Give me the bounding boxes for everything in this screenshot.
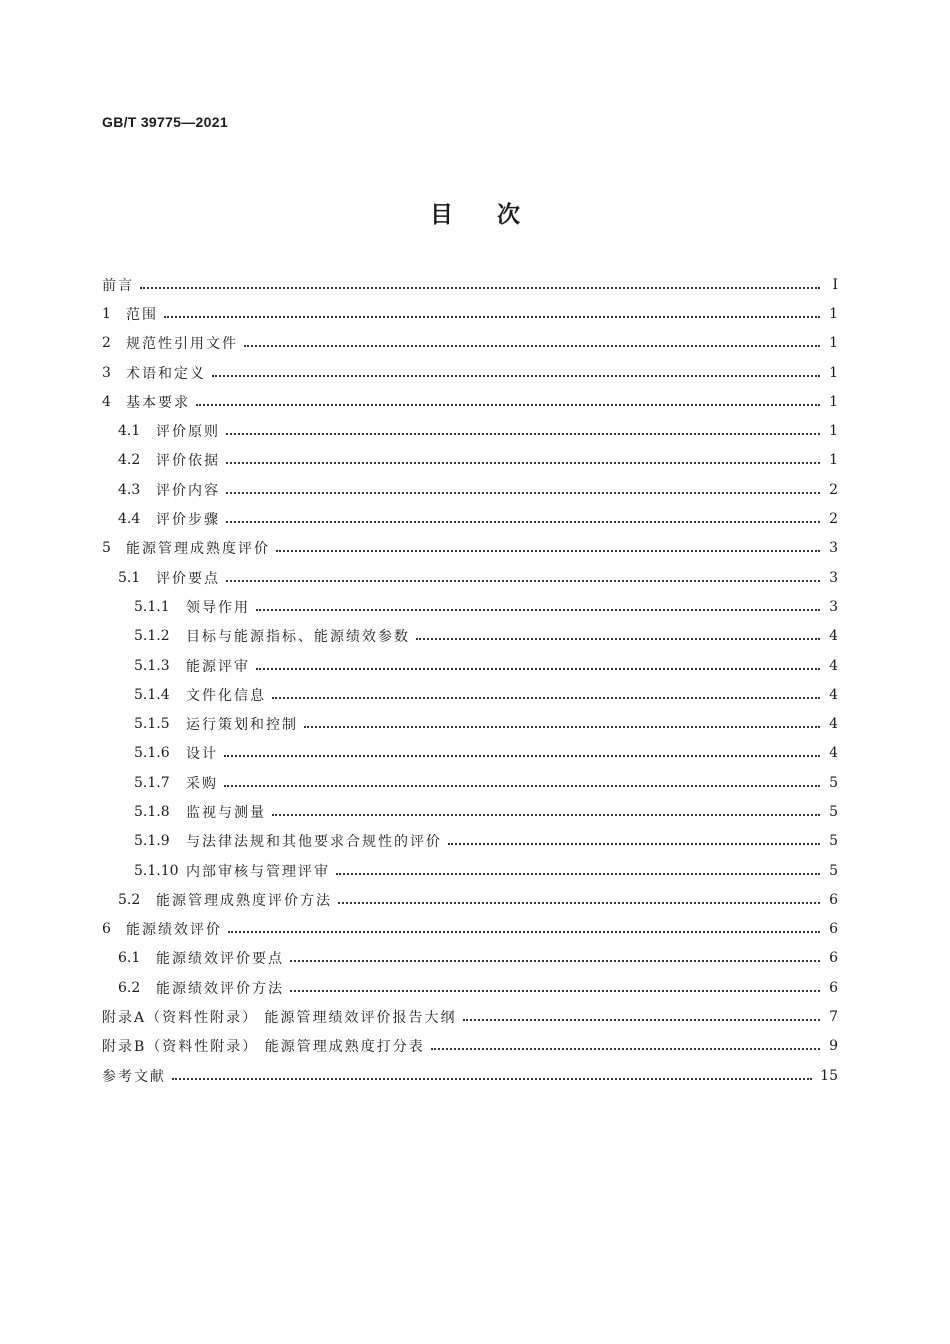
toc-entry-title: 与法律法规和其他要求合规性的评价 (186, 834, 442, 851)
toc-entry-title: 评价原则 (156, 424, 220, 441)
toc-entry[interactable] (102, 329, 838, 358)
toc-entry[interactable] (102, 709, 838, 738)
toc-leader-dots (164, 302, 820, 318)
toc-leader-dots (336, 859, 820, 875)
toc-entry-number: 5.1.5 (134, 716, 170, 733)
toc-entry[interactable] (102, 270, 838, 299)
toc-entry-title: 领导作用 (186, 599, 250, 616)
toc-entry-page: 1 (829, 305, 838, 322)
toc-entry[interactable] (102, 504, 838, 533)
toc-leader-dots (140, 273, 820, 289)
toc-entry-title: 附录A（资料性附录） 能源管理绩效评价报告大纲 (102, 1010, 457, 1027)
page-title: 目次 (430, 202, 564, 228)
toc-entry-title: 范围 (126, 306, 158, 323)
toc-entry[interactable] (102, 944, 838, 973)
toc-entry-number: 1 (102, 305, 111, 322)
toc-entry[interactable] (102, 592, 838, 621)
toc-entry-number: 5.1 (118, 569, 141, 586)
toc-leader-dots (463, 1005, 820, 1021)
toc-leader-dots (224, 741, 820, 757)
toc-entry-title: 能源绩效评价方法 (156, 980, 284, 997)
toc-entry-page: 15 (820, 1067, 838, 1084)
toc-leader-dots (226, 419, 820, 435)
toc-leader-dots (416, 624, 820, 640)
toc-leader-dots (172, 1064, 812, 1080)
toc-entry-page: 4 (829, 686, 838, 703)
toc-leader-dots (276, 536, 820, 552)
toc-entry-number: 5.1.8 (134, 803, 170, 820)
toc-entry[interactable] (102, 299, 838, 328)
toc-entry-title: 基本要求 (126, 394, 190, 411)
toc-entry-title: 采购 (186, 775, 218, 792)
toc-entry[interactable] (102, 739, 838, 768)
toc-entry-title: 能源绩效评价要点 (156, 951, 284, 968)
toc-leader-dots (272, 683, 820, 699)
toc-entry-number: 5.1.2 (134, 628, 170, 645)
toc-entry-title: 目标与能源指标、能源绩效参数 (186, 629, 410, 646)
toc-entry-number: 4.3 (118, 481, 141, 498)
toc-entry[interactable] (102, 797, 838, 826)
toc-entry-page: 4 (829, 716, 838, 733)
toc-entry-title: 文件化信息 (186, 687, 266, 704)
toc-entry-title: 监视与测量 (186, 804, 266, 821)
toc-entry[interactable] (102, 973, 838, 1002)
toc-entry-title: 评价步骤 (156, 512, 220, 529)
toc-entry-page: 3 (829, 569, 838, 586)
toc-entry-number: 6 (102, 921, 111, 938)
toc-entry-page: 5 (829, 833, 838, 850)
toc-entry-page: 1 (829, 364, 838, 381)
toc-leader-dots (290, 976, 820, 992)
toc-entry-page: 4 (829, 657, 838, 674)
toc-entry-title: 术语和定义 (126, 365, 206, 382)
toc-entry-page: 1 (829, 423, 838, 440)
toc-entry-number: 5.2 (118, 891, 141, 908)
toc-entry[interactable] (102, 885, 838, 914)
toc-entry-page: 4 (829, 628, 838, 645)
toc-entry-title: 评价依据 (156, 453, 220, 470)
toc-leader-dots (226, 448, 820, 464)
toc-entry-page: 2 (829, 511, 838, 528)
toc-entry-number: 4.1 (118, 423, 141, 440)
toc-leader-dots (256, 654, 820, 670)
toc-entry-number: 5.1.6 (134, 745, 170, 762)
toc-entry[interactable] (102, 680, 838, 709)
toc-entry-page: 9 (829, 1038, 838, 1055)
toc-entry-page: 1 (829, 452, 838, 469)
toc-entry-number: 5 (102, 540, 111, 557)
toc-entry-title: 能源绩效评价 (126, 922, 222, 939)
toc-entry-page: 1 (829, 335, 838, 352)
toc-leader-dots (304, 712, 820, 728)
toc-entry-title: 评价内容 (156, 482, 220, 499)
toc-leader-dots (338, 888, 820, 904)
toc-entry-number: 5.1.9 (134, 833, 170, 850)
toc-leader-dots (212, 361, 820, 377)
toc-entry-title: 附录B（资料性附录） 能源管理成熟度打分表 (102, 1039, 425, 1056)
toc-leader-dots (290, 946, 820, 962)
toc-entry[interactable] (102, 563, 838, 592)
toc-entry-page: 6 (829, 979, 838, 996)
toc-entry-page: Ⅰ (832, 276, 838, 293)
toc-entry[interactable] (102, 827, 838, 856)
toc-entry[interactable] (102, 446, 838, 475)
toc-entry[interactable] (102, 915, 838, 944)
toc-entry[interactable] (102, 1002, 838, 1031)
standard-code: GB/T 39775—2021 (102, 114, 228, 130)
toc-entry-number: 5.1.10 (134, 862, 179, 879)
toc-entry-number: 5.1.4 (134, 686, 170, 703)
toc-entry[interactable] (102, 768, 838, 797)
toc-entry[interactable] (102, 358, 838, 387)
toc-entry-number: 6.1 (118, 950, 141, 967)
toc-leader-dots (431, 1034, 820, 1050)
toc-entry[interactable] (102, 856, 838, 885)
toc-entry-page: 7 (829, 1009, 838, 1026)
toc-entry[interactable] (102, 387, 838, 416)
toc-leader-dots (244, 331, 820, 347)
toc-entry-title: 评价要点 (156, 570, 220, 587)
toc-entry-page: 3 (829, 598, 838, 615)
toc-entry-page: 6 (829, 921, 838, 938)
toc-entry[interactable] (102, 1032, 838, 1061)
toc-leader-dots (226, 507, 820, 523)
toc-entry-page: 5 (829, 774, 838, 791)
toc-leader-dots (448, 829, 820, 845)
table-of-contents (102, 270, 838, 1090)
toc-entry-title: 能源评审 (186, 658, 250, 675)
toc-leader-dots (272, 800, 820, 816)
toc-entry-number: 5.1.1 (134, 598, 170, 615)
toc-entry[interactable] (102, 416, 838, 445)
toc-entry-title: 能源管理成熟度评价 (126, 541, 270, 558)
toc-entry-number: 5.1.7 (134, 774, 170, 791)
toc-entry-number: 2 (102, 335, 111, 352)
toc-entry-number: 3 (102, 364, 111, 381)
toc-leader-dots (226, 478, 820, 494)
toc-leader-dots (226, 566, 820, 582)
toc-entry-page: 4 (829, 745, 838, 762)
toc-entry-title: 参考文献 (102, 1068, 166, 1085)
toc-entry[interactable] (102, 534, 838, 563)
toc-entry-title: 能源管理成熟度评价方法 (156, 892, 332, 909)
toc-entry-title: 设计 (186, 746, 218, 763)
toc-leader-dots (196, 390, 820, 406)
toc-entry-page: 5 (829, 862, 838, 879)
toc-entry-number: 4.4 (118, 511, 141, 528)
toc-entry-page: 1 (829, 393, 838, 410)
toc-entry-page: 5 (829, 803, 838, 820)
toc-entry-page: 6 (829, 950, 838, 967)
toc-entry-number: 5.1.3 (134, 657, 170, 674)
toc-entry-number: 4 (102, 393, 111, 410)
toc-leader-dots (256, 595, 820, 611)
toc-entry-title: 规范性引用文件 (126, 336, 238, 353)
toc-entry-number: 4.2 (118, 452, 141, 469)
toc-leader-dots (228, 917, 820, 933)
toc-entry[interactable] (102, 651, 838, 680)
toc-entry[interactable] (102, 475, 838, 504)
toc-entry[interactable] (102, 622, 838, 651)
toc-entry-title: 内部审核与管理评审 (186, 863, 330, 880)
toc-entry[interactable] (102, 1061, 838, 1090)
toc-entry-title: 前言 (102, 277, 134, 294)
toc-entry-number: 6.2 (118, 979, 141, 996)
toc-leader-dots (224, 771, 820, 787)
toc-entry-page: 2 (829, 481, 838, 498)
toc-entry-title: 运行策划和控制 (186, 717, 298, 734)
toc-entry-page: 3 (829, 540, 838, 557)
toc-entry-page: 6 (829, 891, 838, 908)
